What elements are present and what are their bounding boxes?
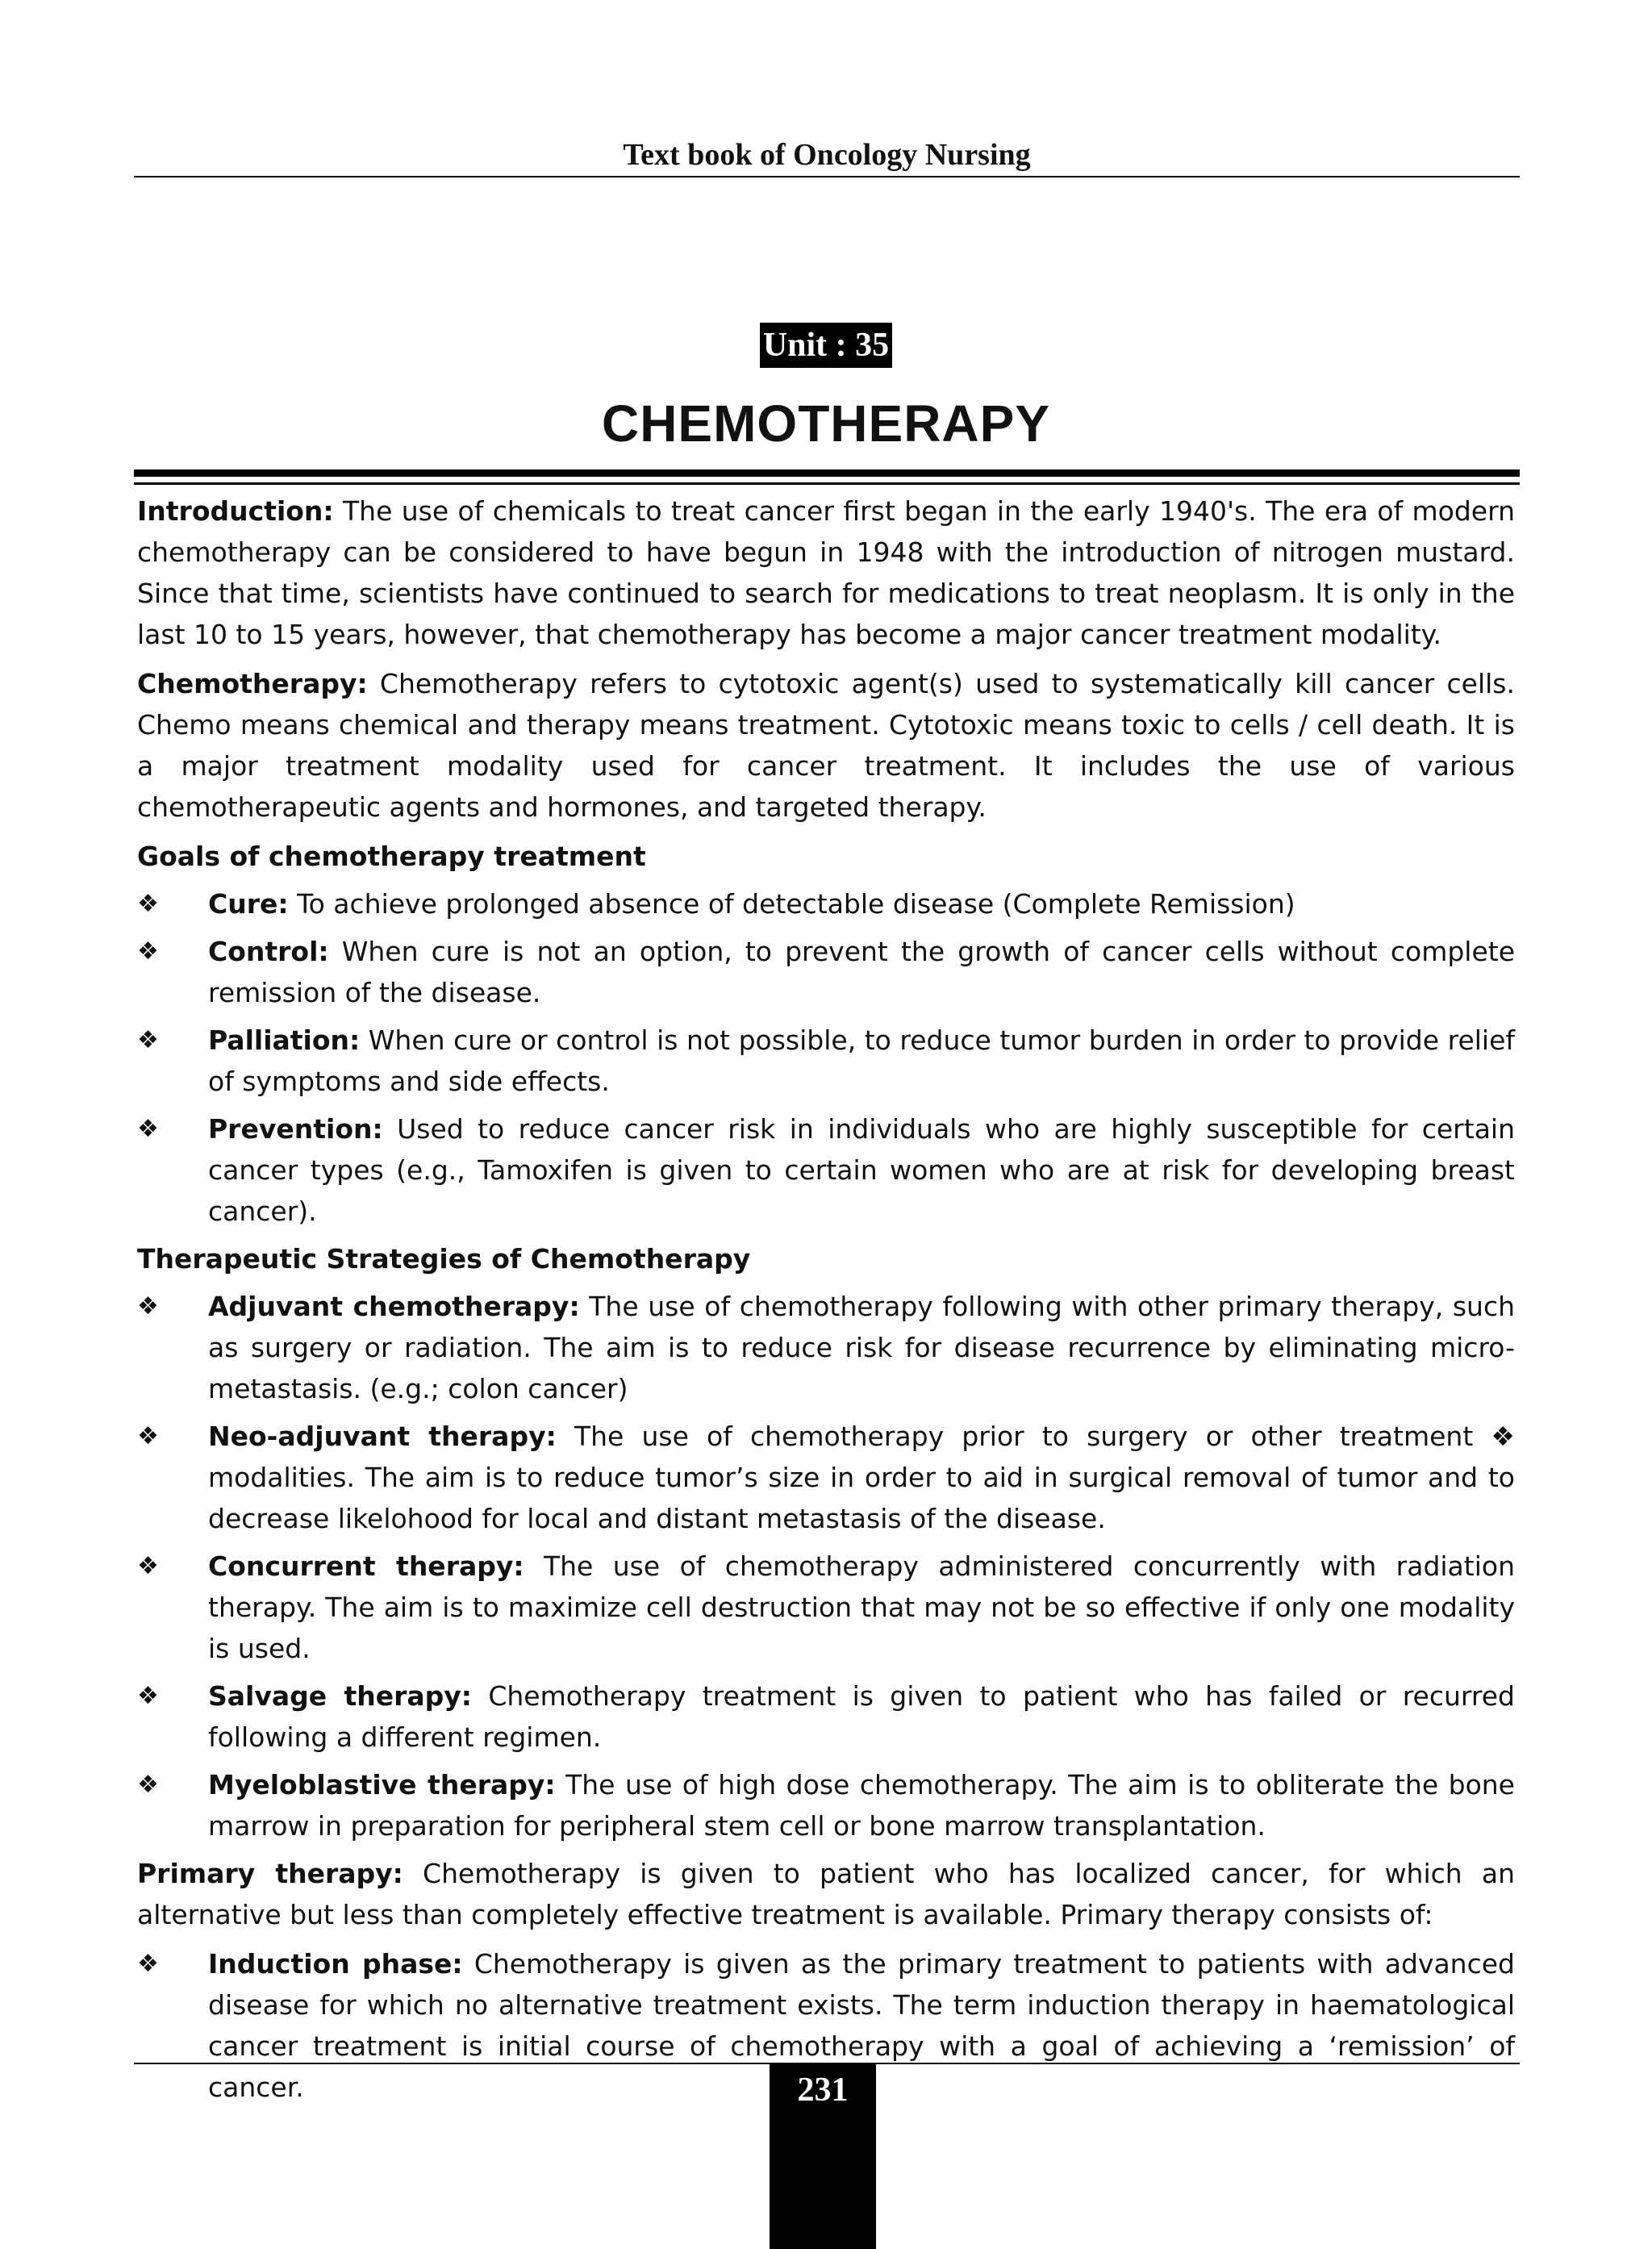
bullet-diamond-icon: ❖: [137, 1292, 159, 1321]
title-rule-thick: [134, 469, 1520, 477]
list-item: [137, 1675, 1515, 1758]
primary-paragraph: [137, 1853, 1515, 1935]
list-item: [137, 1546, 1515, 1669]
strategies-heading: Therapeutic Strategies of Chemotherapy: [137, 1243, 751, 1275]
primary-label: Primary therapy:: [137, 1858, 403, 1889]
item-label: Control:: [208, 936, 329, 967]
item-text: When cure is not an option, to prevent the growth of cancer cells without complete remission of the disease.: [208, 936, 1515, 1008]
page-body: [137, 490, 1515, 2114]
unit-badge: Unit : 35: [760, 323, 892, 368]
bullet-diamond-icon: ❖: [137, 1422, 159, 1450]
running-header: Text book of Oncology Nursing: [623, 138, 1031, 172]
list-item: [137, 1416, 1515, 1539]
item-text: Chemotherapy treatment is given to patient who has failed or recurred following a different regimen.: [208, 1680, 1515, 1753]
item-label: Adjuvant chemotherapy:: [208, 1291, 580, 1322]
definition-label: Chemotherapy:: [137, 668, 368, 699]
goals-list: [137, 883, 1515, 1232]
bullet-diamond-icon: ❖: [137, 1552, 159, 1580]
primary-text: Chemotherapy is given to patient who has localized cancer, for which an alternative but less than completely effective treatment is available. Primary therapy consists of:: [137, 1858, 1515, 1930]
definition-paragraph: [137, 663, 1515, 828]
item-label: Myeloblastive therapy:: [208, 1769, 556, 1800]
item-text: The use of chemotherapy prior to surgery or other treatment ❖ modalities. The aim is to reduce tumor’s size in order to aid in surgical removal of tumor and to decrease likelohood for local and distant metastasis of the disease.: [208, 1421, 1516, 1534]
item-text: The use of chemotherapy administered concurrently with radiation therapy. The aim is to maximize cell destruction that may not be so effective if only one modality is used.: [208, 1550, 1515, 1664]
unit-label-wrap: [0, 323, 1652, 368]
bullet-diamond-icon: ❖: [137, 937, 159, 966]
bullet-diamond-icon: ❖: [137, 1115, 159, 1143]
chapter-title: CHEMOTHERAPY: [601, 394, 1051, 453]
page-number-box: [770, 2064, 876, 2249]
bullet-diamond-icon: ❖: [137, 1682, 159, 1710]
intro-label: Introduction:: [137, 495, 334, 527]
item-text: The use of chemotherapy following with other primary therapy, such as surgery or radiation. The aim is to reduce risk for disease recurrence by eliminating micro-metastasis. (e.g.; colon cancer): [208, 1291, 1515, 1404]
item-label: Neo-adjuvant therapy:: [208, 1421, 557, 1452]
item-text: Used to reduce cancer risk in individuals who are highly susceptible for certain cancer types (e.g., Tamoxifen is given to certain women who are at risk for developing breast cancer).: [208, 1113, 1515, 1227]
header-rule: [134, 176, 1520, 177]
item-label: Cure:: [208, 888, 289, 920]
intro-text: The use of chemicals to treat cancer first began in the early 1940's. The era of modern chemotherapy can be considered to have begun in 1948 with the introduction of nitrogen mustard. Since that time, scientists have continued to search for medications to treat neoplasm. It is only in the last 10 to 15 years, however, that chemotherapy has become a major cancer treatment modality.: [137, 495, 1515, 650]
list-item: [137, 883, 1515, 924]
title-rule-thin: [134, 482, 1520, 485]
bullet-diamond-icon: ❖: [137, 1950, 159, 1978]
item-text: The use of high dose chemotherapy. The aim is to obliterate the bone marrow in preparation for peripheral stem cell or bone marrow transplantation.: [208, 1769, 1515, 1842]
page-number: 231: [797, 2072, 849, 2109]
item-label: Salvage therapy:: [208, 1680, 472, 1712]
list-item: [137, 1764, 1515, 1846]
list-item: [137, 1286, 1515, 1409]
bullet-diamond-icon: ❖: [137, 1771, 159, 1799]
list-item: [137, 1108, 1515, 1232]
list-item: [137, 1020, 1515, 1102]
goals-heading: Goals of chemotherapy treatment: [137, 841, 646, 872]
strategies-list: [137, 1286, 1515, 1846]
item-label: Induction phase:: [208, 1948, 463, 1980]
list-item: [137, 931, 1515, 1013]
definition-text: Chemotherapy refers to cytotoxic agent(s) used to systematically kill cancer cells. Chemo means chemical and therapy means treatment. Cytotoxic means toxic to cells / cell death. It is a major treatment modality used for cancer treatment. It includes the use of various chemotherapeutic agents and hormones, and targeted therapy.: [137, 668, 1515, 823]
item-text: To achieve prolonged absence of detectable disease (Complete Remission): [288, 888, 1295, 920]
item-label: Palliation:: [208, 1024, 361, 1056]
intro-paragraph: [137, 490, 1515, 655]
bullet-diamond-icon: ❖: [137, 890, 159, 918]
item-label: Concurrent therapy:: [208, 1550, 524, 1582]
item-text: When cure or control is not possible, to reduce tumor burden in order to provide relief of symptoms and side effects.: [208, 1024, 1515, 1097]
item-label: Prevention:: [208, 1113, 383, 1145]
bullet-diamond-icon: ❖: [137, 1026, 159, 1054]
item-text: Chemotherapy is given as the primary treatment to patients with advanced disease for which no alternative treatment exists. The term induction therapy in haematological cancer treatment is initial course of chemotherapy with a goal of achieving a ‘remission’ of cancer.: [208, 1948, 1515, 2103]
